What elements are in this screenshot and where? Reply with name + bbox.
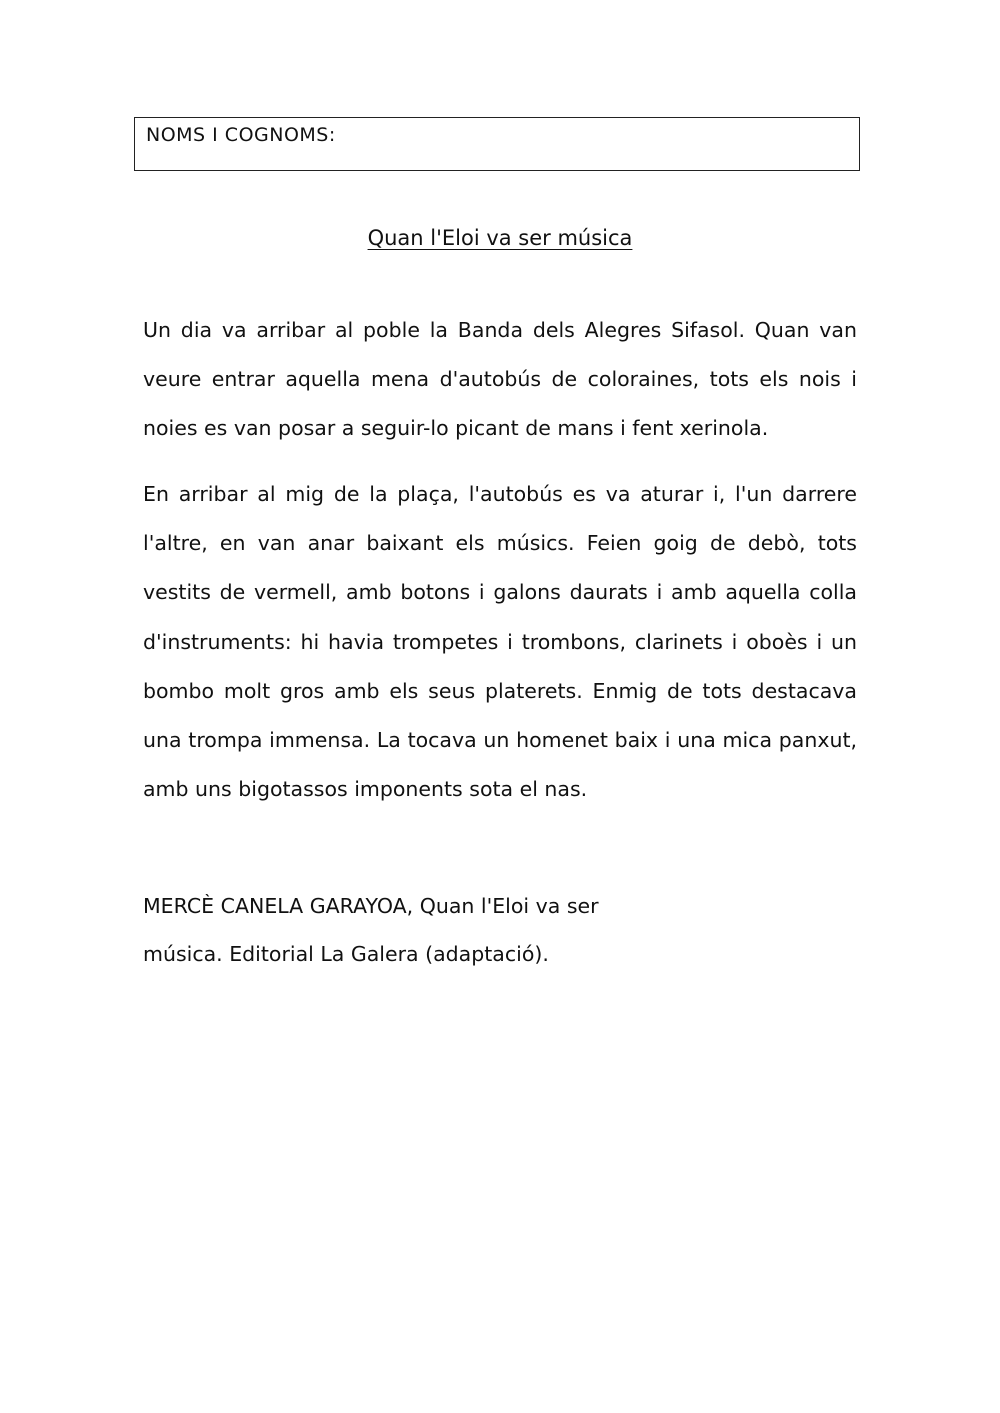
title-text: Quan l'Eloi va ser música	[367, 226, 633, 250]
credit-line-1: MERCÈ CANELA GARAYOA, Quan l'Eloi va ser	[143, 894, 599, 918]
name-field-label: NOMS I COGNOMS:	[146, 124, 336, 146]
paragraph-1: Un dia va arribar al poble la Banda dels Alegres Sifasol. Quan van veure entrar aquella mena d'autobús de coloraines, tots els nois i noies es van posar a seguir-lo picant de mans i fent xerinola.	[143, 318, 857, 441]
name-field-box[interactable]	[134, 117, 860, 171]
credit-line-2: música. Editorial La Galera (adaptació).	[143, 942, 549, 966]
paragraph-2: En arribar al mig de la plaça, l'autobús es va aturar i, l'un darrere l'altre, en van anar baixant els músics. Feien goig de debò, tots vestits de vermell, amb botons i galons daurats i amb aquella colla d'instruments: hi havia trompetes i trombons, clarinets i oboès i un bombo molt gros amb els seus platerets. Enmig de tots destacava una trompa immensa. La tocava un homenet baix i una mica panxut, amb uns bigotassos imponents sota el nas.	[143, 482, 857, 802]
page-title	[0, 223, 1000, 253]
source-credit	[143, 882, 857, 978]
